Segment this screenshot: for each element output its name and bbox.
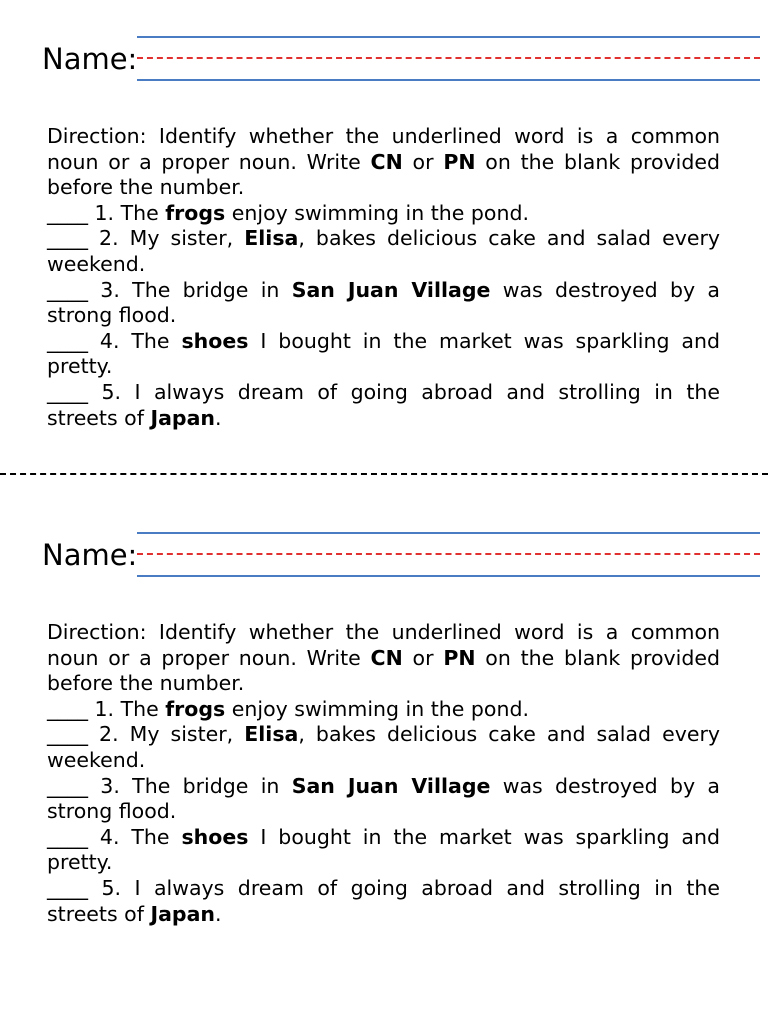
target-noun: San Juan Village	[291, 277, 491, 302]
target-noun: frogs	[165, 696, 226, 721]
question-item-1: ____ 1. The frogs enjoy swimming in the pond.	[47, 200, 529, 225]
cut-line-divider	[0, 473, 768, 475]
target-noun: frogs	[165, 200, 226, 225]
name-label: Name:	[42, 42, 138, 76]
question-item-3: ____ 3. The bridge in San Juan Village was destroyed by a strong flood.	[47, 277, 720, 328]
worksheet-copy-top	[0, 0, 768, 470]
name-guide-line-bottom	[137, 575, 760, 577]
name-guide-line-top	[137, 36, 760, 38]
question-item-2: ____ 2. My sister, Elisa, bakes delicious cake and salad every weekend.	[47, 722, 720, 772]
worksheet-copy-bottom	[0, 496, 768, 966]
name-guide-line-dashed	[137, 553, 760, 555]
question-item-5: ____ 5. I always dream of going abroad and strolling in the streets of Japan.	[47, 875, 720, 926]
question-item-1: ____ 1. The frogs enjoy swimming in the pond.	[47, 696, 529, 721]
name-guide-line-top	[137, 532, 760, 534]
question-item-4: ____ 4. The shoes I bought in the market was sparkling and pretty.	[47, 328, 720, 379]
direction-text: Direction: Identify whether the underlined word is a common noun or a proper noun. Write CN or PN on the blank provided before the number.	[47, 620, 720, 696]
question-item-2: ____ 2. My sister, Elisa, bakes delicious cake and salad every weekend.	[47, 226, 720, 276]
worksheet-content	[47, 620, 720, 927]
name-row	[0, 496, 768, 596]
target-noun: Japan	[150, 901, 216, 926]
name-row	[0, 0, 768, 100]
question-item-4: ____ 4. The shoes I bought in the market was sparkling and pretty.	[47, 824, 720, 875]
target-noun: Elisa	[244, 722, 299, 747]
direction-text: Direction: Identify whether the underlined word is a common noun or a proper noun. Write CN or PN on the blank provided before the number.	[47, 124, 720, 200]
name-guide-line-bottom	[137, 79, 760, 81]
target-noun: shoes	[181, 824, 249, 849]
target-noun: Elisa	[244, 226, 299, 251]
target-noun: San Juan Village	[291, 773, 491, 798]
target-noun: shoes	[181, 328, 249, 353]
name-label: Name:	[42, 538, 138, 572]
name-guide-line-dashed	[137, 57, 760, 59]
question-item-5: ____ 5. I always dream of going abroad and strolling in the streets of Japan.	[47, 379, 720, 430]
worksheet-content	[47, 124, 720, 431]
target-noun: Japan	[150, 405, 216, 430]
question-item-3: ____ 3. The bridge in San Juan Village was destroyed by a strong flood.	[47, 773, 720, 824]
